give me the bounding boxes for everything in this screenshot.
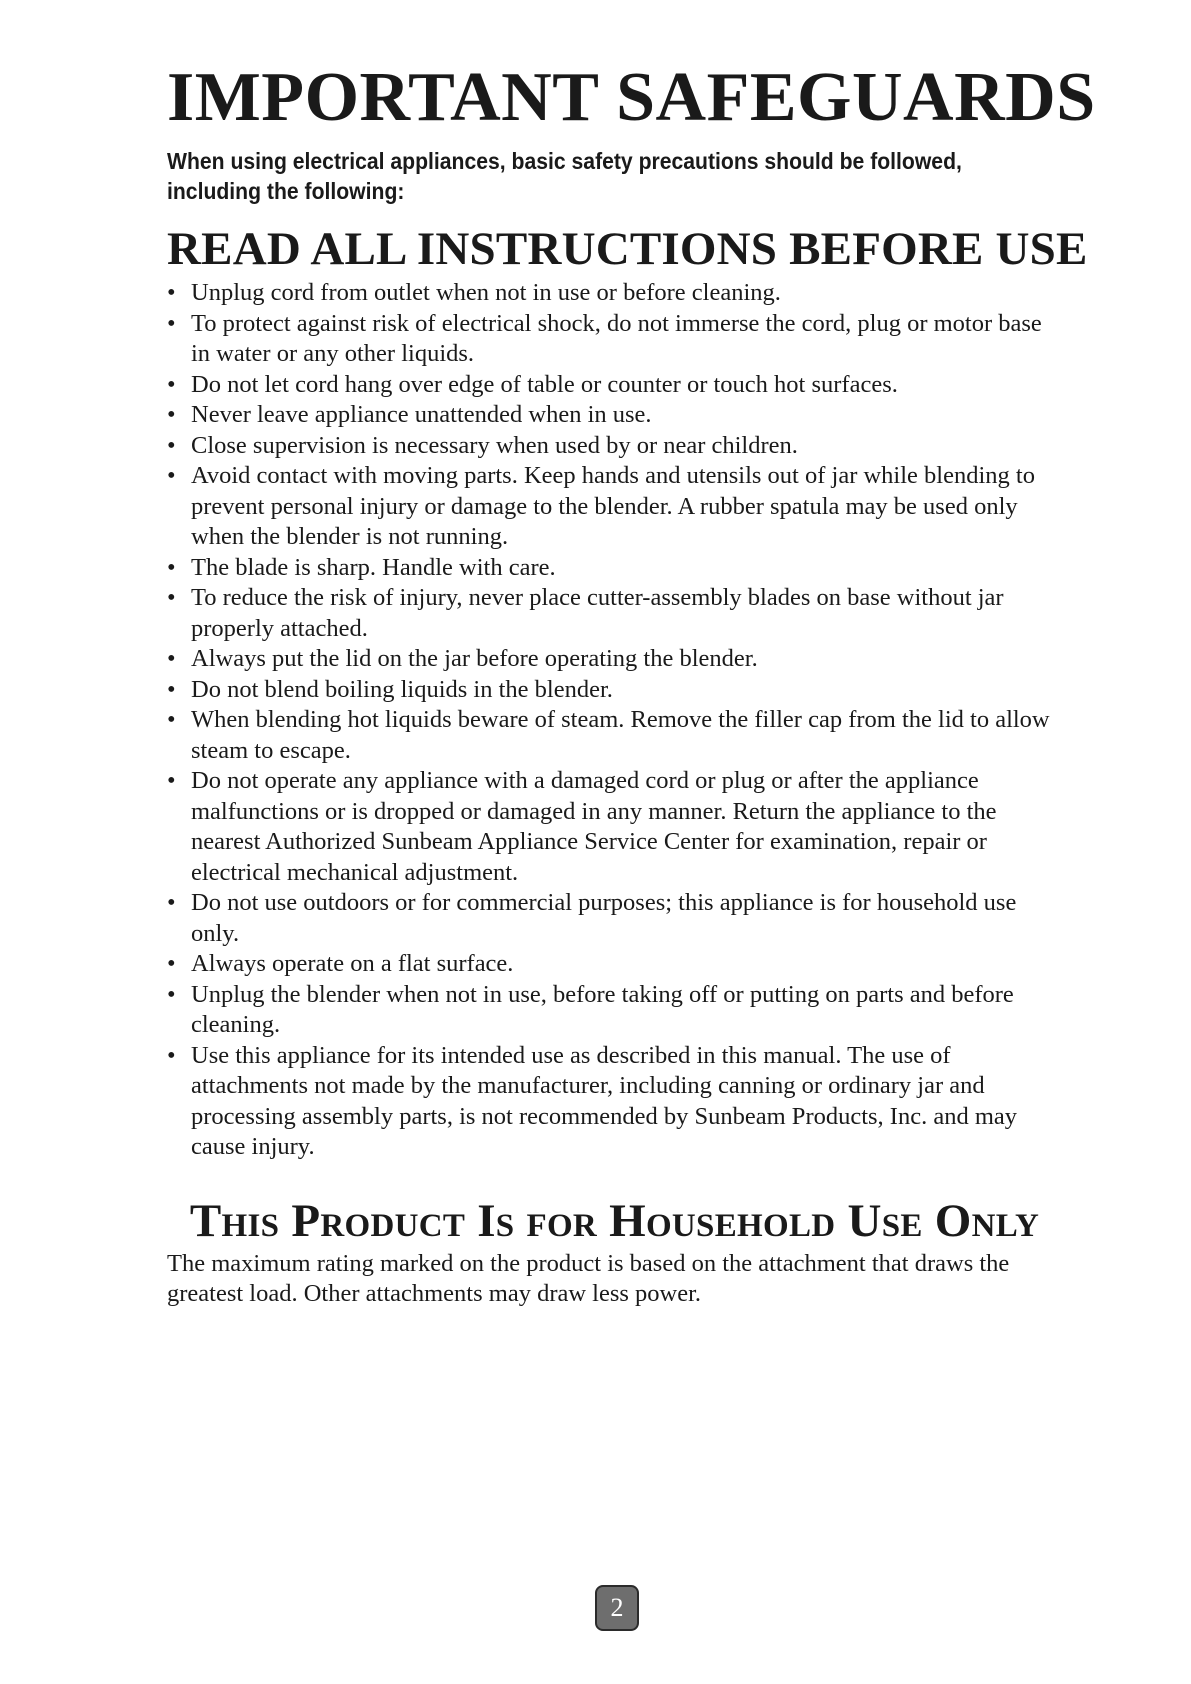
list-item-text: To protect against risk of electrical shock, do not immerse the cord, plug or motor base in water or any other liquids. (191, 309, 1042, 367)
bullet-icon: • (167, 1041, 176, 1069)
list-item-text: Do not use outdoors or for commercial purposes; this appliance is for household use only. (191, 889, 1017, 947)
list-item-text: The blade is sharp. Handle with care. (191, 553, 556, 581)
list-item (167, 766, 1062, 888)
bullet-icon: • (167, 889, 176, 916)
intro-text: When using electrical appliances, basic safety precautions should be followed, including the following: (167, 148, 962, 204)
list-item-text: Do not operate any appliance with a damaged cord or plug or after the appliance malfunctions or is dropped or damaged in any manner. Return the appliance to the nearest Authorized Sunbeam Appliance Service Center for examination, repair or electrical mechanical adjustment. (191, 767, 997, 886)
bullet-icon: • (167, 462, 176, 489)
list-item-text: Always put the lid on the jar before operating the blender. (191, 645, 758, 672)
list-item-text: Always operate on a flat surface. (191, 950, 514, 977)
list-item-text: Do not let cord hang over edge of table or counter or touch hot surfaces. (191, 370, 898, 398)
bullet-icon: • (167, 950, 176, 977)
list-item (167, 888, 1062, 949)
list-item (167, 278, 1062, 309)
bullet-icon: • (167, 370, 176, 398)
bullet-icon: • (167, 279, 176, 306)
bullet-icon: • (167, 553, 176, 581)
list-item (167, 705, 1062, 766)
list-item (167, 431, 1062, 462)
list-item-text: Never leave appliance unattended when in use. (191, 401, 652, 428)
manual-page (167, 58, 1096, 1310)
bullet-icon: • (167, 309, 176, 337)
bullet-icon: • (167, 645, 176, 672)
bullet-icon: • (167, 584, 176, 611)
bullet-icon: • (167, 767, 176, 794)
list-item-text: When blending hot liquids beware of steam. Remove the filler cap from the lid to allow steam to escape. (191, 706, 1050, 764)
list-item-text: Do not blend boiling liquids in the blender. (191, 675, 613, 703)
safeguards-list (167, 278, 1062, 1163)
list-item (167, 553, 1062, 584)
list-item (167, 980, 1062, 1041)
list-item-text: To reduce the risk of injury, never place cutter-assembly blades on base without jar properly attached. (191, 584, 1004, 642)
page-title: IMPORTANT SAFEGUARDS (167, 59, 1096, 136)
bullet-icon: • (167, 675, 176, 703)
list-item-text: Unplug the blender when not in use, before taking off or putting on parts and before cleaning. (191, 980, 1014, 1038)
list-item (167, 949, 1062, 980)
list-item (167, 400, 1062, 431)
bullet-icon: • (167, 706, 176, 733)
bullet-icon: • (167, 980, 176, 1008)
bullet-icon: • (167, 401, 176, 428)
bullet-icon: • (167, 431, 176, 459)
list-item-text: Avoid contact with moving parts. Keep hands and utensils out of jar while blending to prevent personal injury or damage to the blender. A rubber spatula may be used only when the blender is not running. (191, 462, 1035, 550)
rating-text: The maximum rating marked on the product is based on the attachment that draws the greatest load. Other attachments may draw less power. (167, 1249, 1010, 1307)
list-item-text: Close supervision is necessary when used by or near children. (191, 431, 798, 459)
list-item (167, 461, 1062, 553)
list-item (167, 1041, 1062, 1163)
list-item-text: Use this appliance for its intended use as described in this manual. The use of attachments not made by the manufacturer, including canning or ordinary jar and processing assembly parts, is not recommended by Sunbeam Products, Inc. and may cause injury. (191, 1041, 1018, 1160)
list-item (167, 583, 1062, 644)
list-item-text: Unplug cord from outlet when not in use or before cleaning. (191, 279, 781, 306)
list-item (167, 370, 1062, 401)
page-number-badge: 2 (595, 1585, 639, 1631)
list-item (167, 675, 1062, 706)
list-item (167, 644, 1062, 675)
list-item (167, 309, 1062, 370)
household-use-heading: This Product Is for Household Use Only (189, 1194, 1040, 1247)
read-instructions-heading: READ ALL INSTRUCTIONS BEFORE USE (167, 223, 1088, 275)
